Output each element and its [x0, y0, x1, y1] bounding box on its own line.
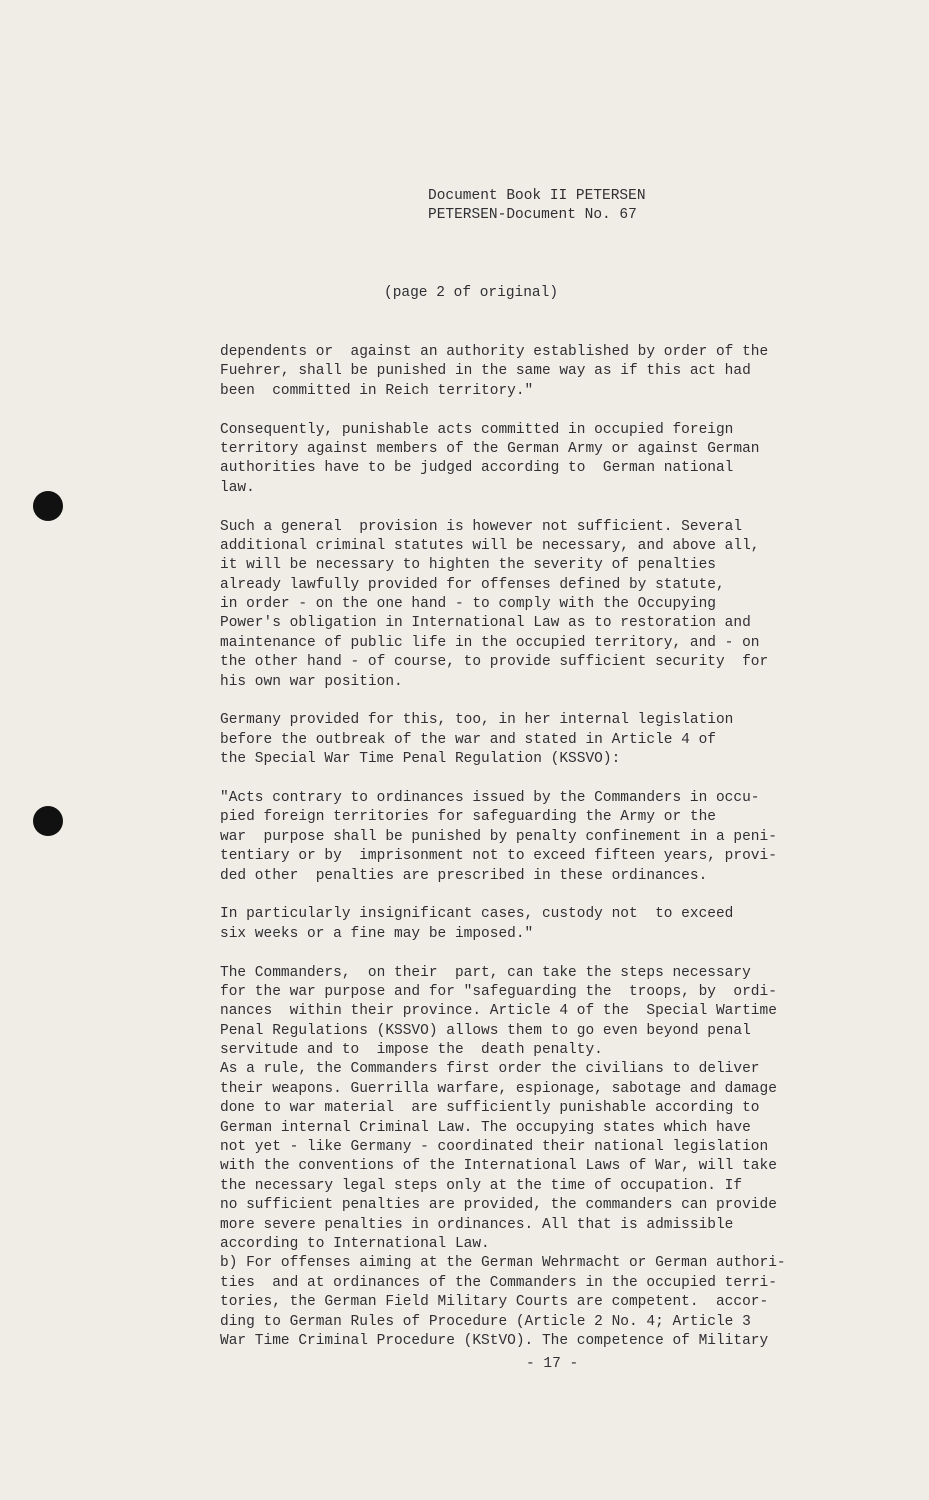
text-line: tentiary or by imprisonment not to exceed fifteen years, provi- — [220, 848, 777, 865]
header-line-2: PETERSEN-Document No. 67 — [428, 207, 637, 224]
text-line: with the conventions of the International Laws of War, will take — [220, 1158, 777, 1175]
page-number: - 17 - — [526, 1356, 579, 1372]
text-line: dependents or against an authority established by order of the — [220, 344, 769, 360]
text-line: it will be necessary to highten the severity of penalties — [220, 557, 716, 574]
document-header — [428, 186, 646, 225]
text-line: Power's obligation in International Law as to restoration and — [220, 615, 751, 632]
text-line: Consequently, punishable acts committed in occupied foreign — [220, 421, 734, 438]
text-line: authorities have to be judged according to German national — [220, 460, 734, 477]
text-line: his own war position. — [220, 673, 403, 690]
text-line: nances within their province. Article 4 of the Special Wartime — [220, 1003, 777, 1020]
text-line: b) For offenses aiming at the German Wehrmacht or German authori- — [220, 1255, 786, 1272]
text-line: before the outbreak of the war and stated in Article 4 of — [220, 731, 716, 748]
paragraph-gap — [220, 401, 860, 420]
text-line: Fuehrer, shall be punished in the same way as if this act had — [220, 363, 751, 380]
paragraph — [220, 711, 860, 769]
paragraph-gap — [220, 770, 860, 789]
paragraph-gap — [220, 692, 860, 711]
text-line: not yet - like Germany - coordinated their national legislation — [220, 1139, 769, 1156]
text-line: German internal Criminal Law. The occupying states which have — [220, 1119, 751, 1136]
original-page-reference: (page 2 of original) — [384, 285, 559, 301]
text-line: servitude and to impose the death penalty. — [220, 1042, 603, 1059]
text-line: As a rule, the Commanders first order the civilians to deliver — [220, 1061, 760, 1078]
body-text — [220, 343, 860, 1351]
text-line: in order - on the one hand - to comply with the Occupying — [220, 596, 716, 613]
text-line: The Commanders, on their part, can take the steps necessary — [220, 964, 751, 981]
text-line: the necessary legal steps only at the time of occupation. If — [220, 1177, 743, 1194]
text-line: tories, the German Field Military Courts are competent. accor- — [220, 1294, 769, 1311]
paragraph — [220, 789, 860, 886]
text-line: already lawfully provided for offenses defined by statute, — [220, 576, 725, 593]
punch-hole — [33, 806, 63, 836]
paragraph — [220, 905, 860, 944]
paragraph — [220, 343, 860, 401]
text-line: Penal Regulations (KSSVO) allows them to go even beyond penal — [220, 1022, 751, 1039]
paragraph — [220, 421, 860, 499]
text-line: law. — [220, 479, 255, 496]
text-line: for the war purpose and for "safeguarding the troops, by ordi- — [220, 983, 777, 1000]
text-line: Germany provided for this, too, in her internal legislation — [220, 712, 734, 729]
text-line: done to war material are sufficiently punishable according to — [220, 1100, 760, 1117]
text-line: additional criminal statutes will be necessary, and above all, — [220, 537, 760, 554]
text-line: maintenance of public life in the occupied territory, and - on — [220, 634, 760, 651]
text-line: War Time Criminal Procedure (KStVO). The competence of Military — [220, 1332, 769, 1349]
text-line: no sufficient penalties are provided, the commanders can provide — [220, 1197, 777, 1214]
text-line: their weapons. Guerrilla warfare, espionage, sabotage and damage — [220, 1080, 777, 1097]
text-line: ding to German Rules of Procedure (Article 2 No. 4; Article 3 — [220, 1313, 751, 1330]
text-line: "Acts contrary to ordinances issued by the Commanders in occu- — [220, 789, 760, 806]
paragraph-gap — [220, 886, 860, 905]
text-line: ded other penalties are prescribed in these ordinances. — [220, 867, 708, 884]
paragraph — [220, 518, 860, 693]
paragraph-gap — [220, 944, 860, 963]
text-line: the other hand - of course, to provide sufficient security for — [220, 654, 769, 671]
text-line: Such a general provision is however not sufficient. Several — [220, 518, 743, 535]
header-line-1: Document Book II PETERSEN — [428, 188, 646, 204]
paragraph — [220, 964, 860, 1352]
text-line: territory against members of the German Army or against German — [220, 440, 760, 457]
punch-hole — [33, 491, 63, 521]
paragraph-gap — [220, 498, 860, 517]
text-line: been committed in Reich territory." — [220, 382, 534, 399]
text-line: more severe penalties in ordinances. All that is admissible — [220, 1216, 734, 1233]
text-line: pied foreign territories for safeguarding the Army or the — [220, 809, 716, 826]
text-line: war purpose shall be punished by penalty confinement in a peni- — [220, 828, 777, 845]
text-line: the Special War Time Penal Regulation (KSSVO): — [220, 751, 621, 768]
text-line: six weeks or a fine may be imposed." — [220, 925, 534, 942]
text-line: In particularly insignificant cases, custody not to exceed — [220, 906, 734, 923]
text-line: according to International Law. — [220, 1235, 490, 1252]
text-line: ties and at ordinances of the Commanders in the occupied terri- — [220, 1274, 777, 1291]
